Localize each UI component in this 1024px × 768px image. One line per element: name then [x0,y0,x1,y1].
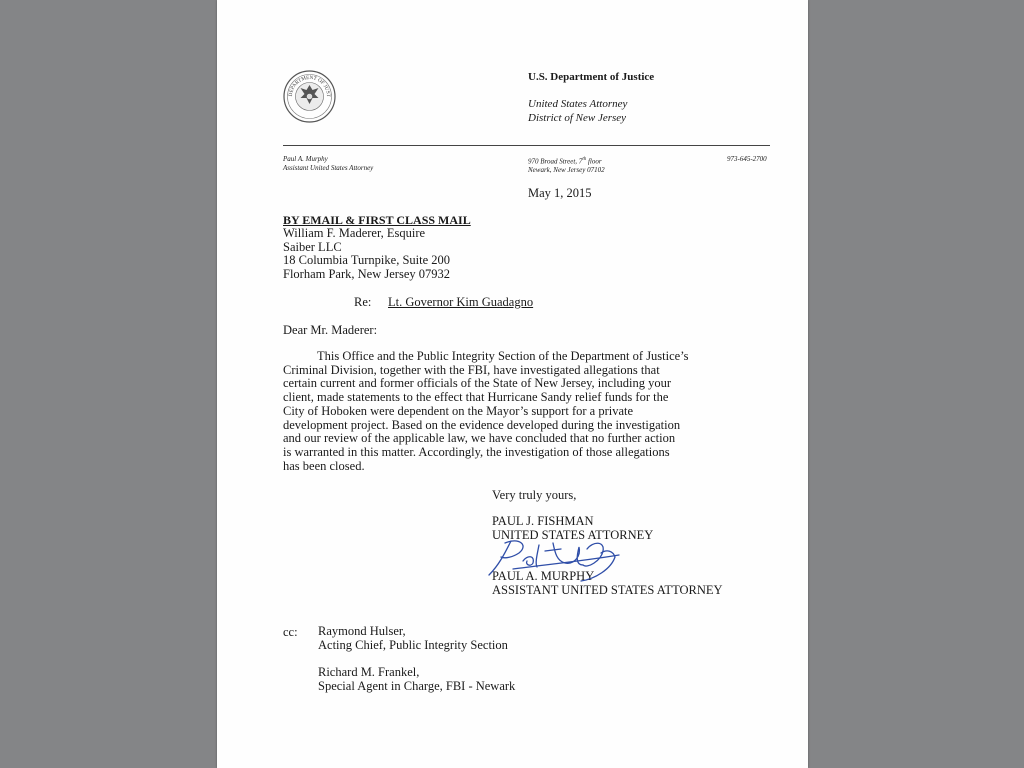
recipient-line: Saiber LLC [283,239,342,254]
street-address: 970 Broad Street, 7th floor [528,157,602,166]
body-line: Criminal Division, together with the FBI, have investigated allegations that [283,362,660,377]
recipient-line: 18 Columbia Turnpike, Suite 200 [283,253,451,268]
attorney-name: Paul A. Murphy [283,155,328,163]
re-label: Re: [354,295,372,309]
signer2-title: ASSISTANT UNITED STATES ATTORNEY [492,582,723,597]
body-line: certain current and former officials of the State of New Jersey, including your [283,376,672,391]
re-subject: Lt. Governor Kim Guadagno [388,295,534,309]
recipient-line: William F. Maderer, Esquire [283,226,426,240]
signer1-name: PAUL J. FISHMAN [492,514,594,528]
cc1-title: Acting Chief, Public Integrity Section [318,637,508,652]
cc-recipient-2 [318,666,515,693]
delivery-method: BY EMAIL & FIRST CLASS MAIL [283,213,471,227]
body-line: development project. Based on the evidence developed during the investigation [283,417,681,432]
office-line-1: United States Attorney [528,98,628,110]
recipient-line: Florham Park, New Jersey 07932 [283,267,450,282]
salutation: Dear Mr. Maderer: [283,323,378,337]
closing: Very truly yours, [492,488,577,502]
cc2-name: Richard M. Frankel, [318,665,420,679]
body-line: has been closed. [283,458,365,473]
body-line: client, made statements to the effect that Hurricane Sandy relief funds for the [283,390,669,405]
svg-text:DEPARTMENT OF JUSTICE: DEPARTMENT OF JUST [287,74,332,98]
letter-page [217,0,808,768]
doj-seal-icon [283,70,336,123]
city-state-zip: Newark, New Jersey 07102 [528,166,605,175]
body-line: and our review of the applicable law, we have concluded that no further action [283,431,676,446]
cc1-name: Raymond Hulser, [318,624,406,638]
office-name [528,97,627,125]
signer2-name: PAUL A. MURPHY [492,569,595,583]
cc2-title: Special Agent in Charge, FBI - Newark [318,678,516,693]
attorney-title: Assistant United States Attorney [283,164,374,172]
letterhead-attorney [283,155,373,173]
office-line-2: District of New Jersey [528,112,627,124]
department-name: U.S. Department of Justice [528,71,655,83]
body-paragraph [283,350,743,473]
letterhead-divider [283,145,770,146]
body-line: is warranted in this matter. Accordingly, the investigation of those allegations [283,444,670,459]
letter-date: May 1, 2015 [528,186,592,200]
signer1-title: UNITED STATES ATTORNEY [492,527,654,542]
body-line: This Office and the Public Integrity Section of the Department of Justice’s [317,349,689,363]
recipient-address [283,227,450,282]
letterhead-address [528,155,605,175]
handwritten-signature [483,535,633,585]
cc-label: cc: [283,625,298,639]
phone-number: 973-645-2700 [727,155,767,163]
body-line: City of Hoboken were dependent on the Mayor’s support for a private [283,403,634,418]
cc-recipient-1 [318,625,508,652]
